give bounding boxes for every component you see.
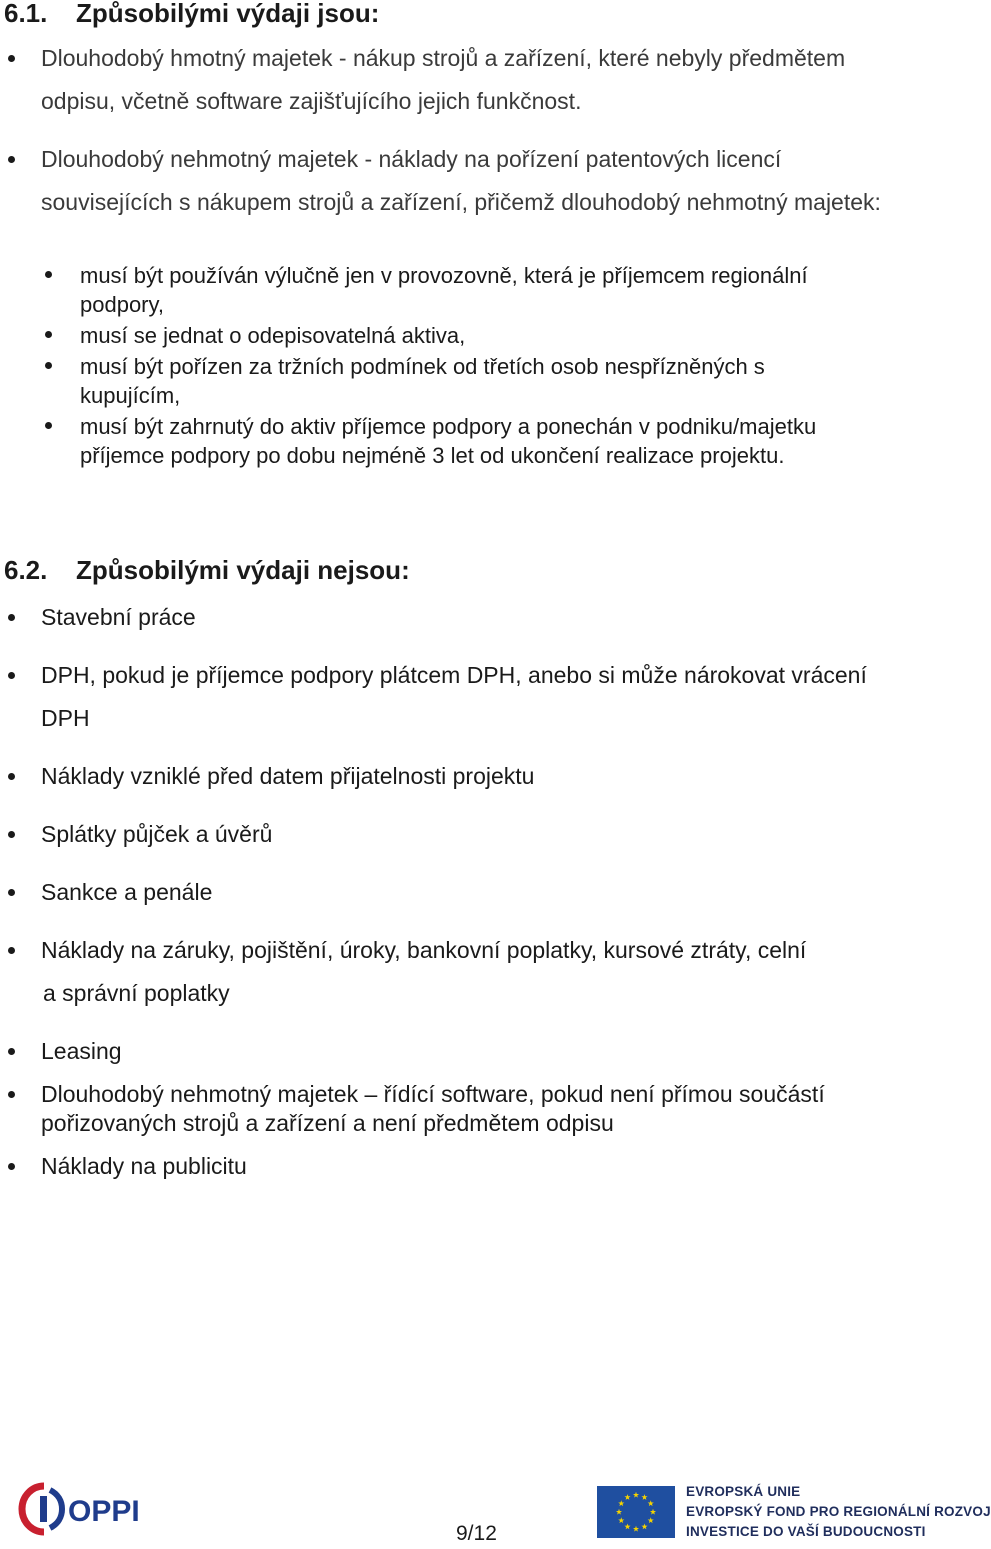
bullet-icon: [45, 362, 52, 369]
bullet-icon: [8, 947, 15, 954]
section-heading-6-2: [4, 555, 410, 586]
list-item-line: Sankce a penále: [41, 879, 213, 905]
list-item-line: DPH: [41, 705, 90, 731]
list-item-line: pořizovaných strojů a zařízení a není předmětem odpisu: [41, 1110, 614, 1136]
sublist-item-line: musí být pořízen za tržních podmínek od třetích osob nespřízněných s: [80, 354, 765, 379]
list-item-line: Stavební práce: [41, 604, 196, 630]
eu-text-line: INVESTICE DO VAŠÍ BUDOUCNOSTI: [686, 1524, 926, 1539]
sublist-item-line: musí se jednat o odepisovatelná aktiva,: [80, 323, 466, 348]
sublist-item-line: kupujícím,: [80, 383, 181, 408]
bullet-icon: [8, 1091, 15, 1098]
bullet-icon: [8, 1163, 15, 1170]
bullet-icon: [45, 271, 52, 278]
list-item-line: Splátky půjček a úvěrů: [41, 821, 273, 847]
sublist-item-line: musí být zahrnutý do aktiv příjemce podpory a ponechán v podniku/majetku: [80, 414, 817, 439]
list-item-line: Leasing: [41, 1038, 122, 1064]
bullet-icon: [8, 831, 15, 838]
page-number: 9/12: [456, 1522, 497, 1545]
bullet-icon: [45, 422, 52, 429]
eu-flag: [597, 1486, 675, 1538]
list-item-line: odpisu, včetně software zajišťujícího jejich funkčnost.: [41, 88, 582, 114]
bullet-icon: [8, 1048, 15, 1055]
list-item-line: DPH, pokud je příjemce podpory plátcem DPH, anebo si může nárokovat vrácení: [41, 662, 867, 688]
section-number: 6.2.: [4, 555, 48, 585]
oppi-logo: [10, 1480, 170, 1538]
bullet-icon: [8, 672, 15, 679]
sublist-item-line: příjemce podpory po dobu nejméně 3 let od ukončení realizace projektu.: [80, 443, 785, 468]
list-item-line: Dlouhodobý nehmotný majetek – řídící software, pokud není přímou součástí: [41, 1081, 825, 1107]
list-item-line: Náklady na publicitu: [41, 1153, 247, 1179]
section-title: Způsobilými výdaji jsou:: [76, 0, 380, 28]
eu-text-line: EVROPSKÁ UNIE: [686, 1484, 801, 1499]
list-item-line: Dlouhodobý hmotný majetek - nákup strojů a zařízení, které nebyly předmětem: [41, 45, 846, 71]
bullet-icon: [8, 614, 15, 621]
bullet-icon: [8, 889, 15, 896]
list-item-line: a správní poplatky: [43, 980, 230, 1006]
section-number: 6.1.: [4, 0, 48, 28]
oppi-logo-text: OPPI: [68, 1495, 140, 1528]
bullet-icon: [8, 773, 15, 780]
sublist-item-line: podpory,: [80, 292, 164, 317]
section-title: Způsobilými výdaji nejsou:: [76, 555, 410, 585]
sublist-item-line: musí být používán výlučně jen v provozovně, která je příjemcem regionální: [80, 263, 808, 288]
list-item-line: Náklady vzniklé před datem přijatelnosti projektu: [41, 763, 535, 789]
bullet-icon: [8, 156, 15, 163]
eu-text-block: [686, 1482, 991, 1542]
list-item-line: Náklady na záruky, pojištění, úroky, bankovní poplatky, kursové ztráty, celní: [41, 937, 807, 963]
eu-flag-icon: [597, 1486, 675, 1538]
section-heading-6-1: [4, 0, 379, 29]
bullet-icon: [45, 331, 52, 338]
oppi-logo-icon: [10, 1480, 170, 1538]
list-item-line: souvisejících s nákupem strojů a zařízení, přičemž dlouhodobý nehmotný majetek:: [41, 189, 881, 215]
list-item-line: Dlouhodobý nehmotný majetek - náklady na pořízení patentových licencí: [41, 146, 782, 172]
bullet-icon: [8, 55, 15, 62]
eu-text-line: EVROPSKÝ FOND PRO REGIONÁLNÍ ROZVOJ: [686, 1504, 991, 1519]
